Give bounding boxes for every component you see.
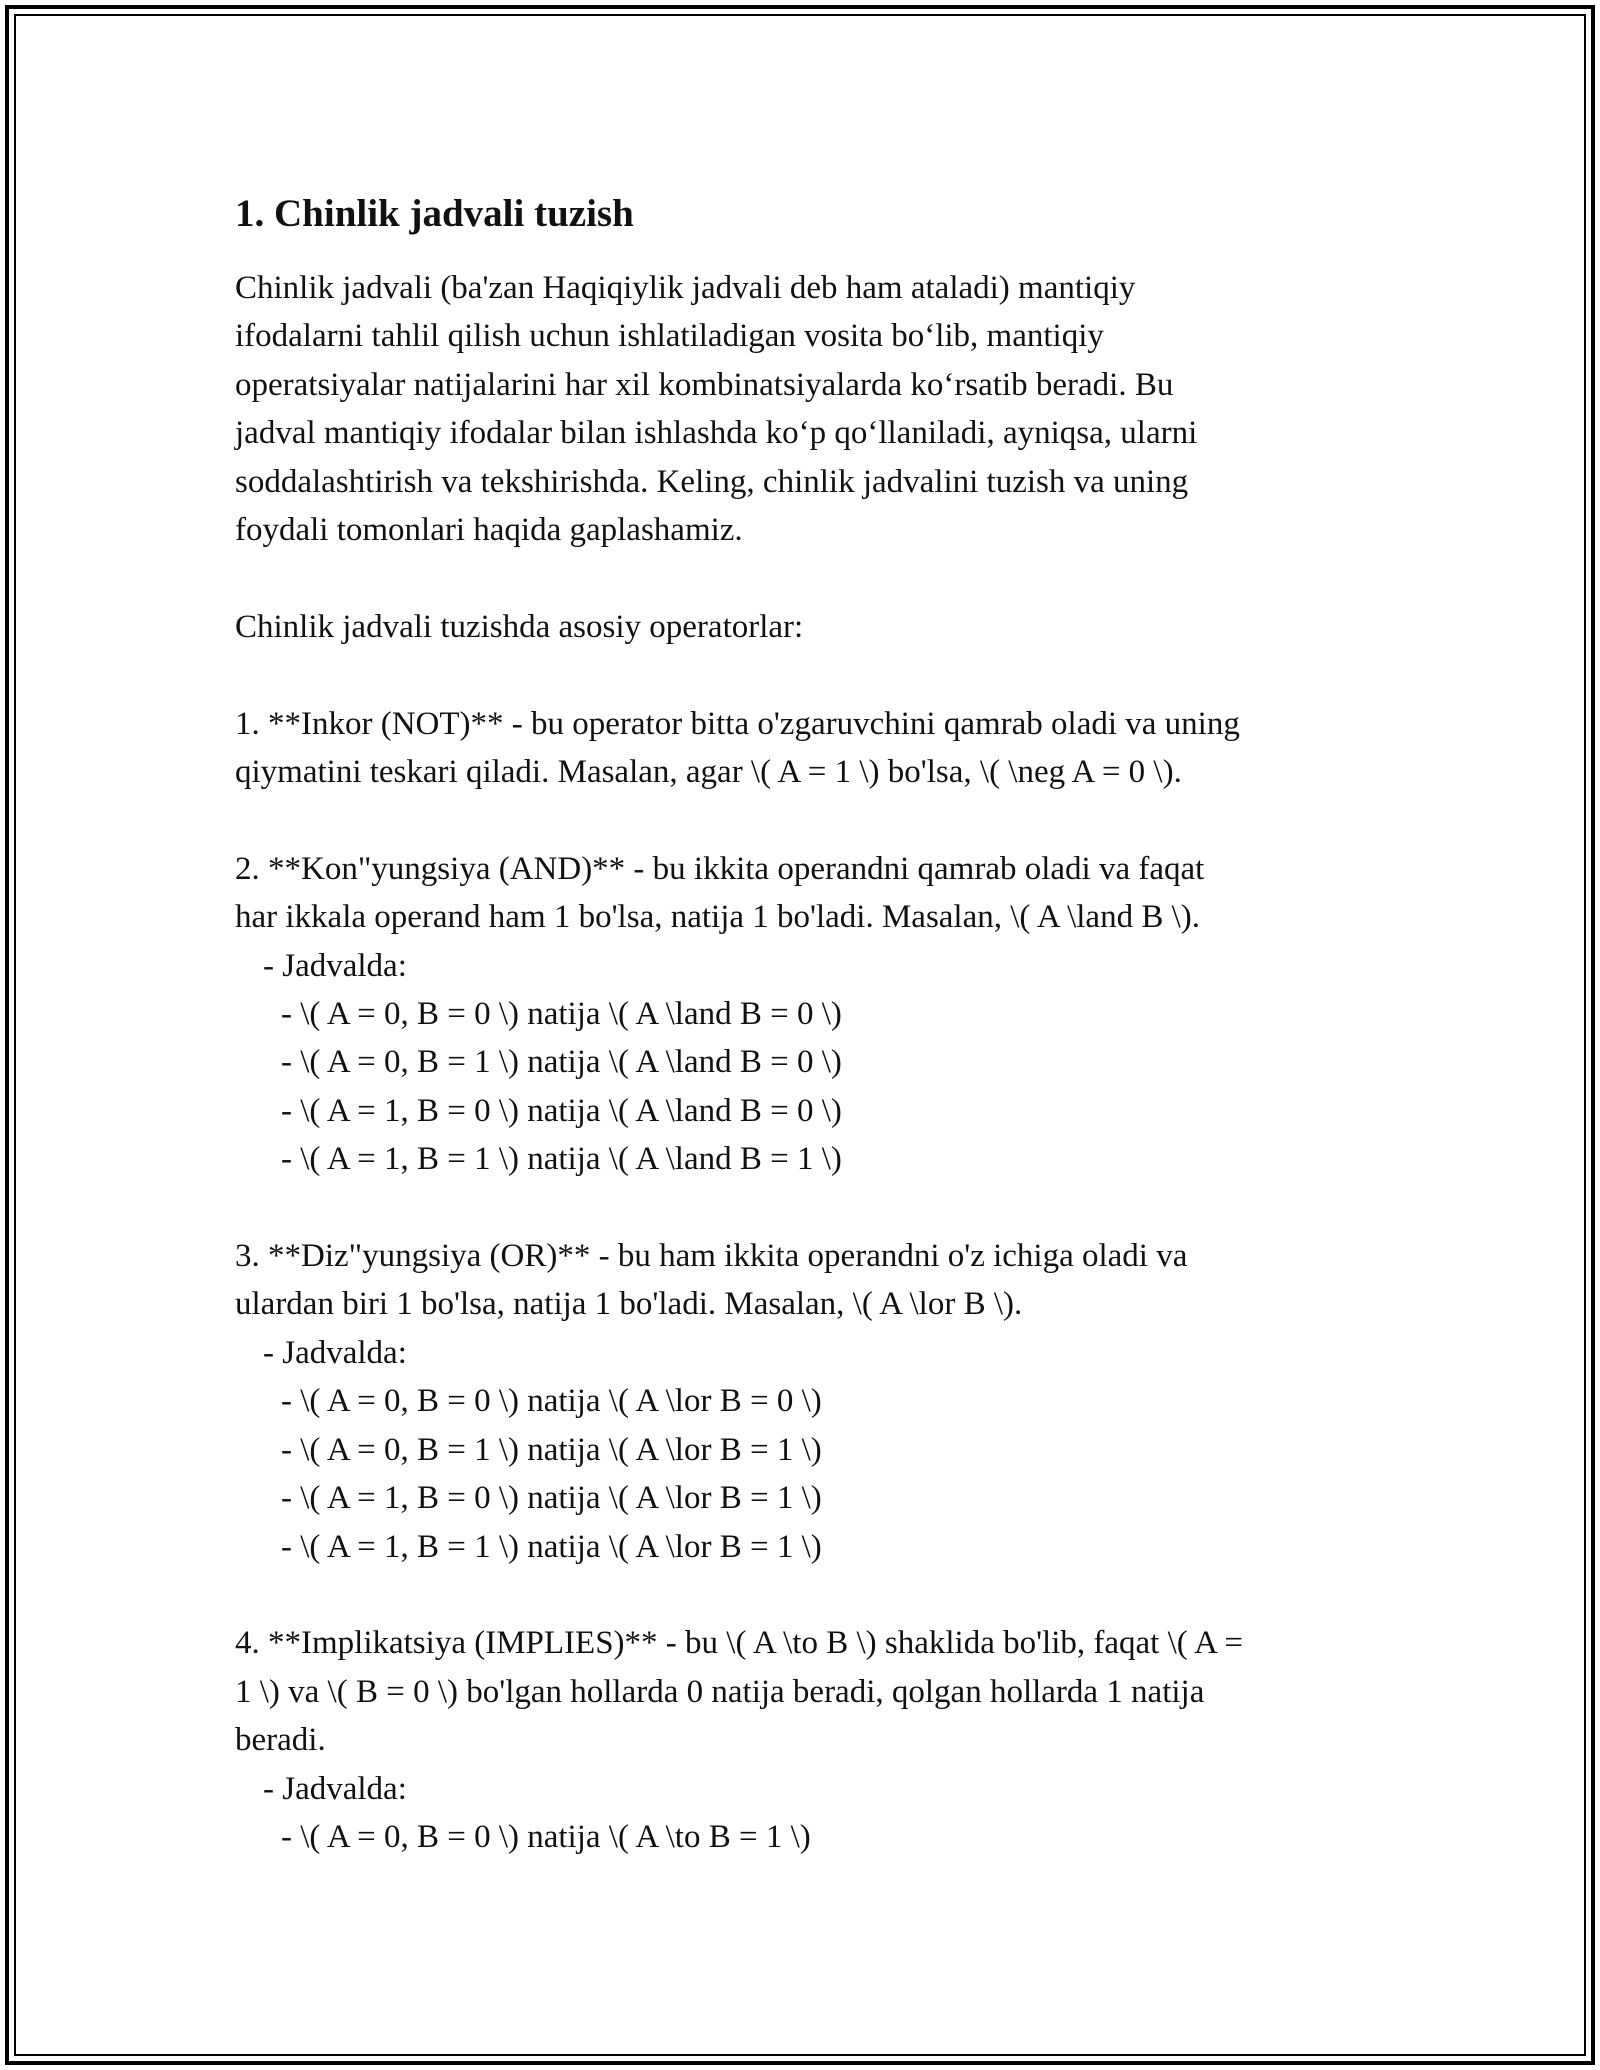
text-line: soddalashtirish va tekshirishda. Keling, chinlik jadvalini tuzish va uning xyxy=(235,463,1189,500)
spacer xyxy=(235,554,1385,602)
truth-table-row: - \( A = 1, B = 0 \) natija \( A \lor B = 1 \) xyxy=(281,1480,822,1517)
text-line: 1 \) va \( B = 0 \) bo'lgan hollarda 0 natija beradi, qolgan hollarda 1 natija xyxy=(235,1673,1205,1710)
table-label: - Jadvalda: xyxy=(263,947,407,984)
table-label: - Jadvalda: xyxy=(263,1770,407,1807)
text-line: ifodalarni tahlil qilish uchun ishlatiladigan vosita bo‘lib, mantiqiy xyxy=(235,318,1104,355)
text-line: operatsiyalar natijalarini har xil kombinatsiyalarda ko‘rsatib beradi. Bu xyxy=(235,366,1174,403)
text-line: 3. **Diz"yungsiya (OR)** - bu ham ikkita operandni o'z ichiga oladi va xyxy=(235,1238,1188,1275)
operators-heading: Chinlik jadvali tuzishda asosiy operatorlar: xyxy=(235,608,804,645)
truth-table-row: - \( A = 0, B = 0 \) natija \( A \land B = 0 \) xyxy=(281,996,842,1033)
text-line: qiymatini teskari qiladi. Masalan, agar \( A = 1 \) bo'lsa, \( \neg A = 0 \). xyxy=(235,754,1182,791)
text-line: 4. **Implikatsiya (IMPLIES)** - bu \( A \to B \) shaklida bo'lib, faqat \( A = xyxy=(235,1625,1244,1662)
document-body xyxy=(235,186,1385,1861)
or-operator-section xyxy=(235,1232,1385,1571)
spacer xyxy=(235,796,1385,844)
text-line: jadval mantiqiy ifodalar bilan ishlashda ko‘p qo‘llaniladi, ayniqsa, ularni xyxy=(235,415,1198,452)
truth-table-row: - \( A = 0, B = 0 \) natija \( A \lor B = 0 \) xyxy=(281,1383,822,1420)
section-title: 1. Chinlik jadvali tuzish xyxy=(235,192,634,235)
and-operator-section xyxy=(235,845,1385,1184)
text-line: 2. **Kon"yungsiya (AND)** - bu ikkita operandni qamrab oladi va faqat xyxy=(235,850,1205,887)
spacer xyxy=(235,1571,1385,1619)
truth-table-row: - \( A = 1, B = 0 \) natija \( A \land B = 0 \) xyxy=(281,1092,842,1129)
text-line: foydali tomonlari haqida gaplashamiz. xyxy=(235,512,743,549)
text-line: Chinlik jadvali (ba'zan Haqiqiylik jadvali deb ham ataladi) mantiqiy xyxy=(235,270,1136,306)
text-line: beradi. xyxy=(235,1722,326,1759)
truth-table-row: - \( A = 0, B = 1 \) natija \( A \lor B = 1 \) xyxy=(281,1431,822,1468)
spacer xyxy=(235,1184,1385,1232)
table-label: - Jadvalda: xyxy=(263,1334,407,1371)
text-line: har ikkala operand ham 1 bo'lsa, natija 1 bo'ladi. Masalan, \( A \land B \). xyxy=(235,899,1200,936)
truth-table-row: - \( A = 1, B = 1 \) natija \( A \lor B = 1 \) xyxy=(281,1528,822,1565)
spacer xyxy=(235,651,1385,699)
truth-table-row: - \( A = 1, B = 1 \) natija \( A \land B = 1 \) xyxy=(281,1141,842,1178)
not-operator-section xyxy=(235,700,1385,797)
truth-table-row: - \( A = 0, B = 0 \) natija \( A \to B = 1 \) xyxy=(281,1818,811,1855)
implies-operator-section xyxy=(235,1619,1385,1861)
intro-paragraph xyxy=(235,264,1385,554)
truth-table-row: - \( A = 0, B = 1 \) natija \( A \land B = 0 \) xyxy=(281,1044,842,1081)
text-line: ulardan biri 1 bo'lsa, natija 1 bo'ladi. Masalan, \( A \lor B \). xyxy=(235,1286,1023,1323)
text-line: 1. **Inkor (NOT)** - bu operator bitta o'zgaruvchini qamrab oladi va uning xyxy=(235,705,1240,742)
